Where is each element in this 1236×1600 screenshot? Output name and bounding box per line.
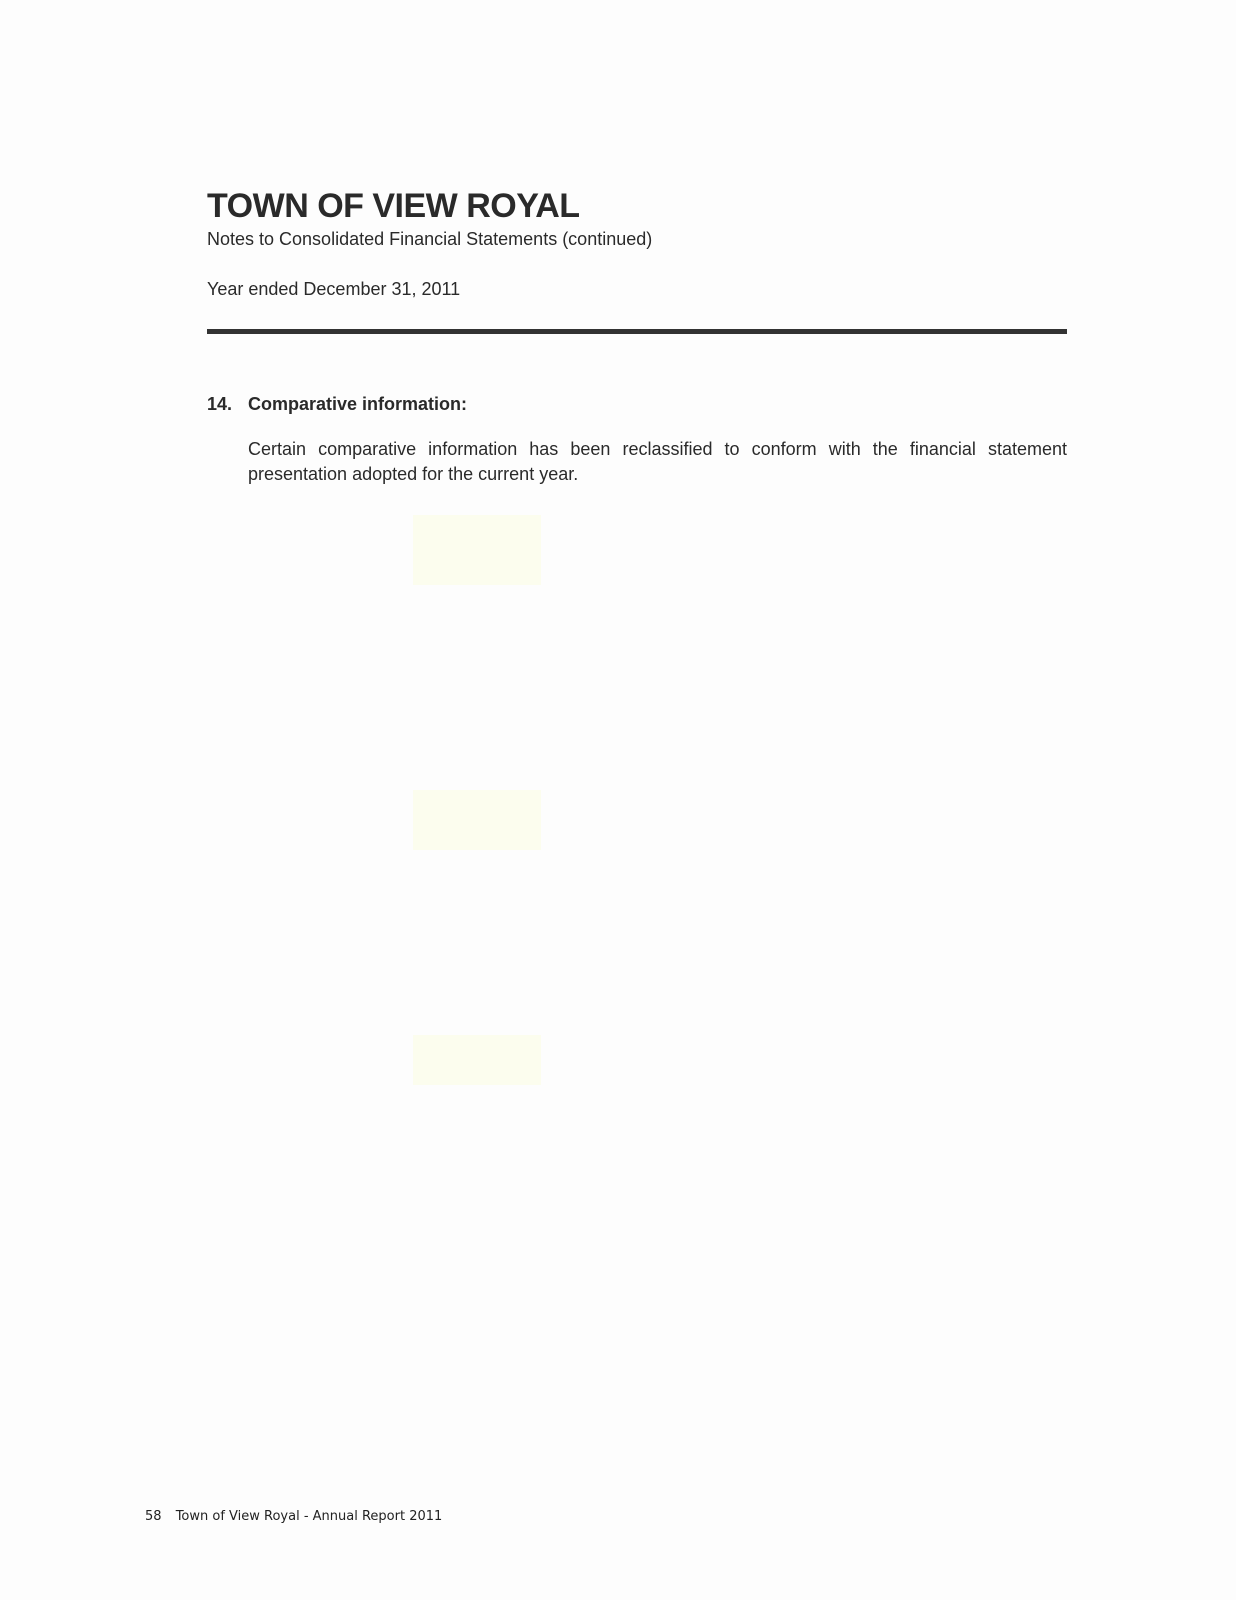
organization-title: TOWN OF VIEW ROYAL (207, 187, 580, 225)
scan-artifact (413, 515, 541, 585)
note-section (207, 393, 1067, 487)
note-number: 14. (207, 394, 233, 414)
note-body: Certain comparative information has been reclassified to conform with the financial statement presentation adopted for the current year. (248, 439, 1067, 484)
document-header (207, 186, 1067, 300)
page-footer (145, 1509, 442, 1525)
scan-artifact (413, 1035, 541, 1085)
header-divider (207, 329, 1067, 334)
note-heading (207, 393, 1067, 415)
page-number: 58 (145, 1509, 162, 1524)
reporting-period: Year ended December 31, 2011 (207, 279, 461, 299)
scan-artifact (413, 790, 541, 850)
footer-publication: Town of View Royal - Annual Report 2011 (175, 1509, 443, 1524)
document-subtitle: Notes to Consolidated Financial Statements (continued) (207, 229, 653, 249)
note-title: Comparative information: (248, 394, 468, 414)
